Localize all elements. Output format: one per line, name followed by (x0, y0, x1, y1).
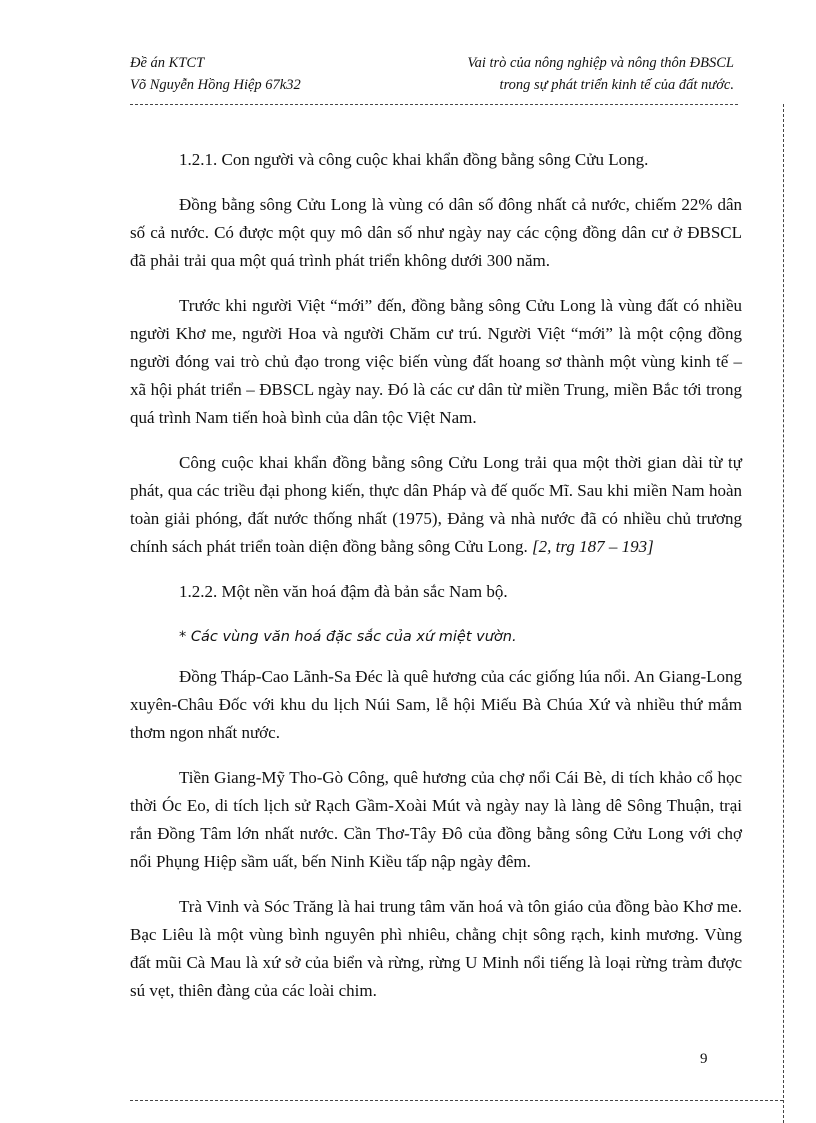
header-project-title: Đề án KTCT (130, 55, 205, 71)
header-author: Võ Nguyễn Hồng Hiệp 67k32 (130, 77, 301, 93)
header-topic-line1: Vai trò của nông nghiệp và nông thôn ĐBSCL (467, 55, 734, 71)
paragraph: Tiền Giang-Mỹ Tho-Gò Công, quê hương của chợ nổi Cái Bè, di tích khảo cổ học thời Óc Eo, di tích lịch sử Rạch Gầm-Xoài Mút và ngày nay là làng dê Sông Thuận, trại rắn Đồng Tâm lớn nhất nước. Cần Thơ-Tây Đô của đồng bằng sông Cửu Long với chợ nổi Phụng Hiệp sầm uất, bến Ninh Kiều tấp nập ngày đêm. (130, 768, 742, 871)
paragraph: Trước khi người Việt “mới” đến, đồng bằng sông Cửu Long là vùng đất có nhiều người Khơ me, người Hoa và người Chăm cư trú. Người Việt “mới” là một cộng đồng người đóng vai trò chủ đạo trong việc biến vùng đất hoang sơ thành một vùng kinh tế – xã hội phát triển – ĐBSCL ngày nay. Đó là các cư dân từ miền Trung, miền Bắc tới trong quá trình Nam tiến hoà bình của dân tộc Việt Nam. (130, 296, 742, 427)
paragraph: Đồng bằng sông Cửu Long là vùng có dân số đông nhất cả nước, chiếm 22% dân số cả nước. Có được một quy mô dân số như ngày nay các cộng đồng dân cư ở ĐBSCL đã phải trải qua một quá trình phát triển không dưới 300 năm. (130, 195, 742, 270)
paragraph (130, 449, 742, 561)
subheading: * Các vùng văn hoá đặc sắc của xứ miệt vườn. (179, 629, 517, 645)
header-rule (130, 104, 738, 105)
header-topic-line2: trong sự phát triển kinh tế của đất nước. (499, 77, 734, 93)
bottom-border-rule (130, 1100, 783, 1101)
paragraph: Trà Vinh và Sóc Trăng là hai trung tâm văn hoá và tôn giáo của đồng bào Khơ me. Bạc Liêu là một vùng bình nguyên phì nhiêu, chằng chịt sông rạch, kinh mương. Vùng đất mũi Cà Mau là xứ sở của biển và rừng, rừng U Minh nổi tiếng là loại rừng tràm được sú vẹt, thiên đàng của các loài chim. (130, 897, 742, 1000)
page-number: 9 (700, 1051, 708, 1067)
citation: [2, trg 187 – 193] (532, 537, 654, 556)
body-text (130, 146, 742, 1022)
right-border-rule (783, 104, 784, 1123)
section-heading-1-2-1: 1.2.1. Con người và công cuộc khai khẩn đồng bằng sông Cửu Long. (179, 150, 649, 169)
section-heading-1-2-2: 1.2.2. Một nền văn hoá đậm đà bản sắc Nam bộ. (179, 582, 508, 601)
paragraph: Đồng Tháp-Cao Lãnh-Sa Đéc là quê hương của các giống lúa nổi. An Giang-Long xuyên-Châu Đốc với khu du lịch Núi Sam, lễ hội Miếu Bà Chúa Xứ và nhiều thứ mắm thơm ngon nhất nước. (130, 667, 742, 742)
header-left (130, 52, 301, 96)
header-right (467, 52, 734, 96)
paragraph-text: Công cuộc khai khẩn đồng bằng sông Cửu Long trải qua một thời gian dài từ tự phát, qua các triều đại phong kiến, thực dân Pháp và đế quốc Mĩ. Sau khi miền Nam hoàn toàn giải phóng, đất nước thống nhất (1975), Đảng và nhà nước đã có nhiều chủ trương chính sách phát triển toàn diện đồng bằng sông Cửu Long. (130, 453, 742, 556)
